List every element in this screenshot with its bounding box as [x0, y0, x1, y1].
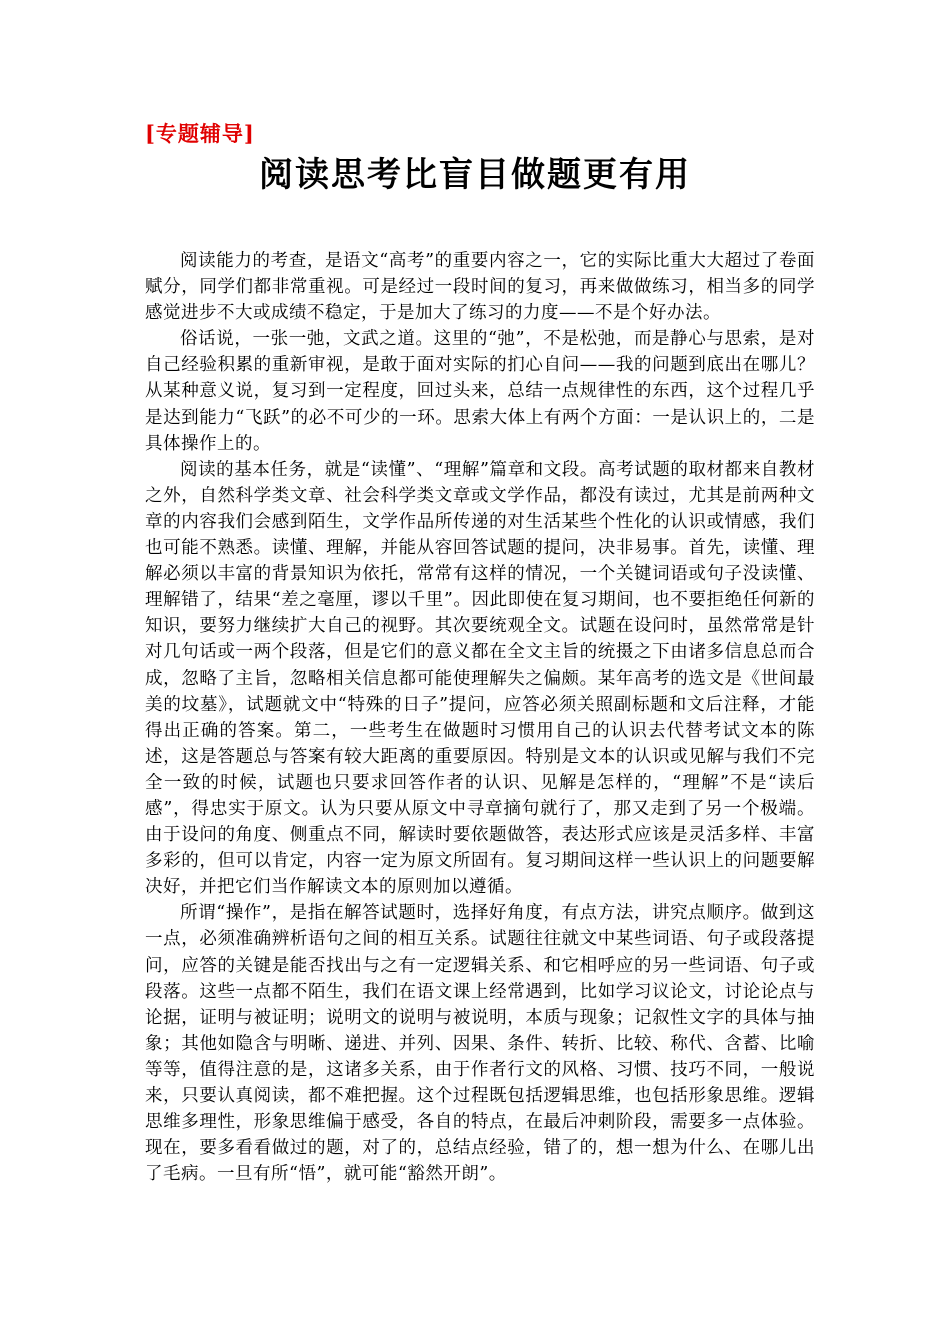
article-body	[145, 248, 815, 1187]
paragraph-4: 所谓“操作”，是指在解答试题时，选择好角度，有点方法，讲究点顺序。做到这一点，必须准确辨析语句之间的相互关系。试题往往就文中某些词语、句子或段落提问，应答的关键是能否找出与之有一定逻辑关系、和它相呼应的另一些词语、句子或段落。这些一点都不陌生，我们在语文课上经常遇到，比如学习议论文，讨论论点与论据，证明与被证明；说明文的说明与被说明，本质与现象；记叙性文字的具体与抽象；其他如隐含与明晰、递进、并列、因果、条件、转折、比较、称代、含蓄、比喻等等，值得注意的是，这诸多关系，由于作者行文的风格、习惯、技巧不同，一般说来，只要认真阅读，都不难把握。这个过程既包括逻辑思维，也包括形象思维。逻辑思维多理性，形象思维偏于感受，各自的特点，在最后冲刺阶段，需要多一点体验。现在，要多看看做过的题，对了的，总结点经验，错了的，想一想为什么、在哪儿出了毛病。一旦有所“悟”，就可能“豁然开朗”。	[145, 903, 815, 1185]
article-title: 阅读思考比盲目做题更有用	[259, 155, 691, 195]
paragraph-2: 俗话说，一张一弛，文武之道。这里的“弛”，不是松弛，而是静心与思索，是对自己经验积累的重新审视，是敢于面对实际的扪心自问——我的问题到底出在哪儿？从某种意义说，复习到一定程度，回过头来，总结一点规律性的东西，这个过程几乎是达到能力“飞跃”的必不可少的一环。思索大体上有两个方面：一是认识上的，二是具体操作上的。	[145, 329, 815, 454]
paragraph-1: 阅读能力的考查，是语文“高考”的重要内容之一，它的实际比重大大超过了卷面赋分，同学们都非常重视。可是经过一段时间的复习，再来做做练习，相当多的同学感觉进步不大或成绩不稳定，于是加大了练习的力度——不是个好办法。	[145, 251, 815, 324]
paragraph-3: 阅读的基本任务，就是“读懂”、“理解”篇章和文段。高考试题的取材都来自教材之外，自然科学类文章、社会科学类文章或文学作品，都没有读过，尤其是前两种文章的内容我们会感到陌生，文学作品所传递的对生活某些个性化的认识或情感，我们也可能不熟悉。读懂、理解，并能从容回答试题的提问，决非易事。首先，读懂、理解必须以丰富的背景知识为依托，常常有这样的情况，一个关键词语或句子没读懂、理解错了，结果“差之毫厘，谬以千里”。因此即使在复习期间，也不要拒绝任何新的知识，要努力继续扩大自己的视野。其次要统观全文。试题在设问时，虽然常常是针对几句话或一两个段落，但是它们的意义都在全文主旨的统摄之下由诸多信息总而合成，忽略了主旨，忽略相关信息都可能使理解失之偏颇。某年高考的选文是《世间最美的坟墓》，试题就文中“特殊的日子”提问，应答必须关照副标题和文后注释，才能得出正确的答案。第二，一些考生在做题时习惯用自己的认识去代替考试文本的陈述，这是答题总与答案有较大距离的重要原因。特别是文本的认识或见解与我们不完全一致的时候，试题也只要求回答作者的认识、见解是怎样的，“理解”不是“读后感”，得忠实于原文。认为只要从原文中寻章摘句就行了，那又走到了另一个极端。由于设问的角度、侧重点不同，解读时要依题做答，表达形式应该是灵活多样、丰富多彩的，但可以肯定，内容一定为原文所固有。复习期间这样一些认识上的问题要解决好，并把它们当作解读文本的原则加以遵循。	[145, 459, 815, 898]
section-tag: [专题辅导]	[145, 121, 255, 146]
